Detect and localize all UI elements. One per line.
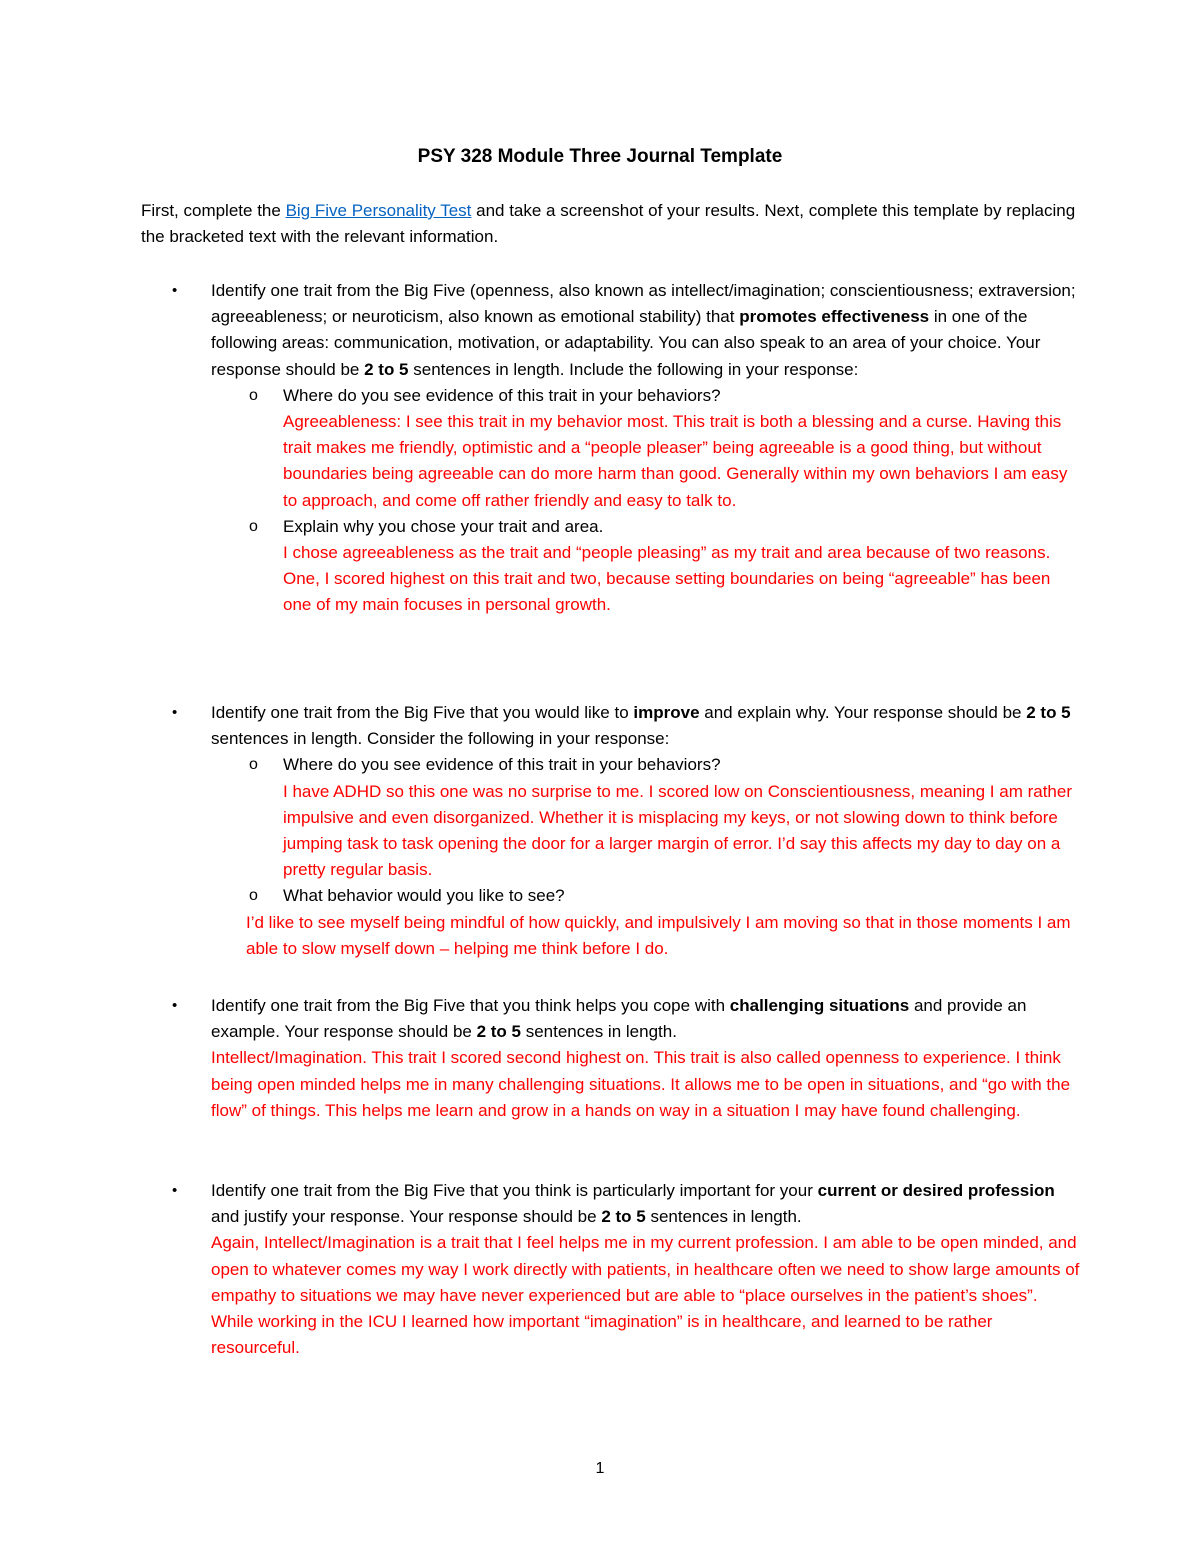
answer-challenging: Intellect/Imagination. This trait I scored second highest on. This trait is also called openness to experience. I think being open minded helps me in many challenging situations. It allows me to be open in situations, and “go with the flow” of things. This helps me learn and grow in a hands on way in a situation I may have found challenging. <box>211 1048 1071 1120</box>
question-evidence: Where do you see evidence of this trait in your behaviors? <box>283 755 721 775</box>
question-behavior: What behavior would you like to see? <box>283 886 565 906</box>
section-effectiveness <box>141 278 1081 619</box>
prompt-profession: Identify one trait from the Big Five that you think is particularly important for your current or desired profession and justify your response. Your response should be 2 to 5 sentences in length. <box>211 1181 1055 1227</box>
sub-bullet-icon: o <box>249 887 258 905</box>
big-five-test-link[interactable]: Big Five Personality Test <box>285 201 472 220</box>
bullet-icon: • <box>172 997 178 1014</box>
subquestion-why <box>249 514 1081 619</box>
page-title: PSY 328 Module Three Journal Template <box>417 146 783 167</box>
sub-bullet-icon: o <box>249 517 258 535</box>
intro-text-after: and take a screenshot of your results. Next, complete this template by replacing the bracketed text with the relevant information. <box>141 201 1076 246</box>
prompt-challenging: Identify one trait from the Big Five that you think helps you cope with challenging situations and provide an example. Your response should be 2 to 5 sentences in length. <box>211 996 1027 1042</box>
prompt-effectiveness: Identify one trait from the Big Five (openness, also known as intellect/imagination; conscientiousness; extraversion; agreeableness; or neuroticism, also known as emotional stability) that promotes effectiveness in one of the following areas: communication, motivation, or adaptability. You can also speak to an area of your choice. Your response should be 2 to 5 sentences in length. Include the following in your response: <box>211 281 1076 379</box>
question-evidence: Where do you see evidence of this trait in your behaviors? <box>283 385 721 405</box>
sub-bullet-icon: o <box>249 386 258 404</box>
prompt-improve: Identify one trait from the Big Five that you would like to improve and explain why. Your response should be 2 to 5 sentences in length. Consider the following in your response: <box>211 703 1071 749</box>
section-challenging <box>141 993 1081 1124</box>
bullet-icon: • <box>172 704 178 721</box>
bullet-icon: • <box>172 282 178 299</box>
section-profession <box>141 1178 1081 1361</box>
sub-bullet-icon: o <box>249 756 258 774</box>
answer-evidence: Agreeableness: I see this trait in my behavior most. This trait is both a blessing and a curse. Having this trait makes me friendly, optimistic and a “people pleaser” being agreeable is a good thing, but without boundaries being agreeable can do more harm than good. Generally within my own behaviors I am easy to approach, and come off rather friendly and easy to talk to. <box>283 412 1068 510</box>
section-improve <box>141 700 1081 962</box>
intro-paragraph <box>141 198 1081 250</box>
question-why: Explain why you chose your trait and area. <box>283 516 604 536</box>
answer-evidence: I have ADHD so this one was no surprise to me. I scored low on Conscientiousness, meaning I am rather impulsive and even disorganized. Whether it is misplacing my keys, or not slowing down to think before jumping task to task opening the door for a larger margin of error. I’d say this affects my day to day on a pretty regular basis. <box>283 781 1072 880</box>
answer-profession: Again, Intellect/Imagination is a trait that I feel helps me in my current profession. I am able to be open minded, and open to whatever comes my way I work directly with patients, in healthcare often we need to show large amounts of empathy to situations we may have never experienced but are able to “place ourselves in the patient’s shoes”. While working in the ICU I learned how important “imagination” is in healthcare, and learned to be rather resourceful. <box>211 1233 1080 1358</box>
subquestion-evidence <box>249 752 1081 883</box>
intro-text-before: First, complete the <box>141 201 286 220</box>
bullet-icon: • <box>172 1182 178 1199</box>
answer-why: I chose agreeableness as the trait and “people pleasing” as my trait and area because of two reasons. One, I scored highest on this trait and two, because setting boundaries on being “agreeable” has been one of my main focuses in personal growth. <box>283 543 1051 615</box>
answer-behavior: I’d like to see myself being mindful of how quickly, and impulsively I am moving so that in those moments I am able to slow myself down – helping me think before I do. <box>246 912 1071 958</box>
subquestion-behavior <box>249 883 1081 909</box>
page-number: 1 <box>595 1460 605 1477</box>
subquestion-evidence <box>249 383 1081 514</box>
